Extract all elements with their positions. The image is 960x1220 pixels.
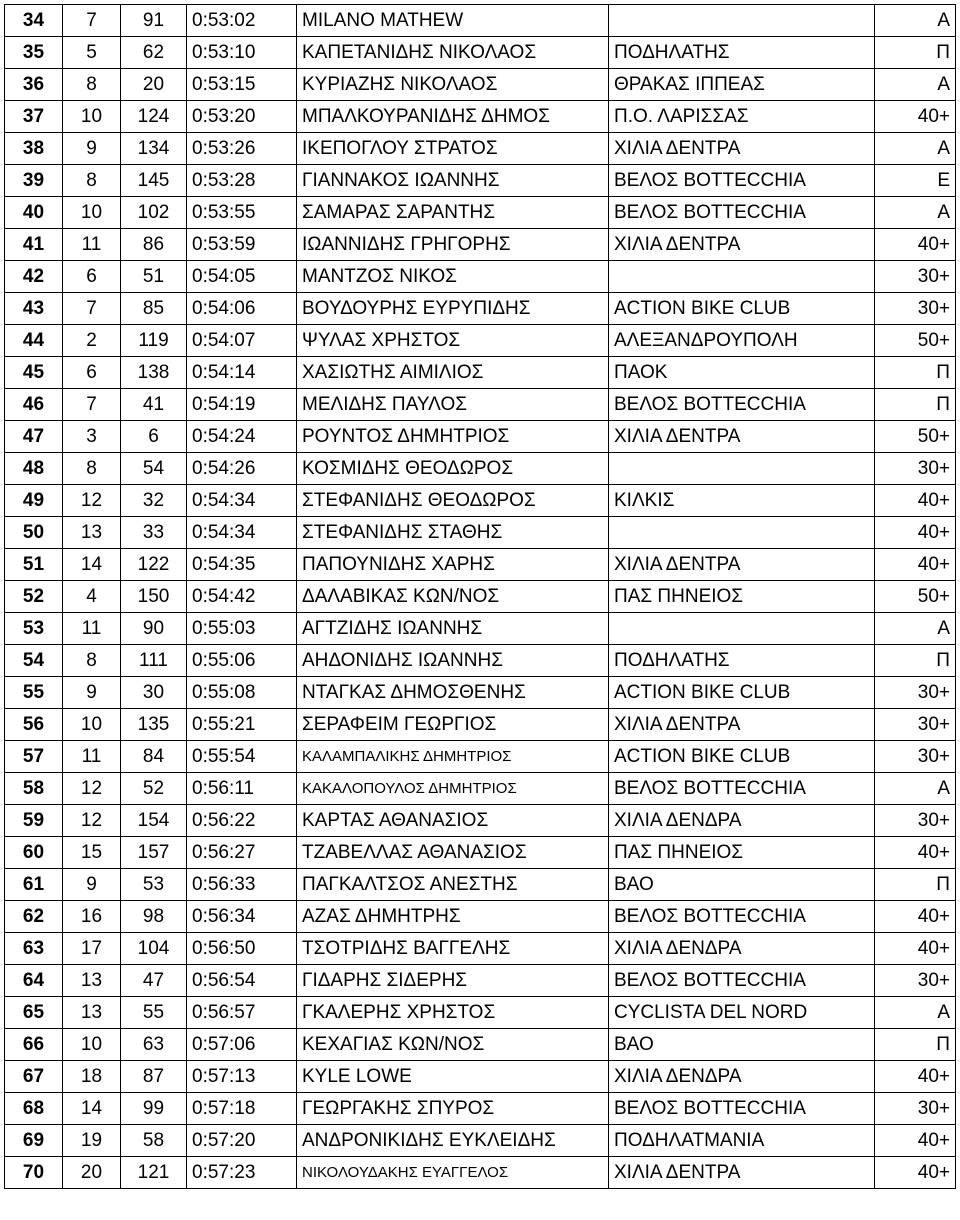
table-row xyxy=(5,101,956,133)
table-row xyxy=(5,197,956,229)
bib-number-cell: 30 xyxy=(121,677,187,709)
category-position-cell: 7 xyxy=(63,389,121,421)
category-position-cell: 8 xyxy=(63,453,121,485)
club-cell: ΧΙΛΙΑ ΔΕΝΤΡΑ xyxy=(609,1157,875,1189)
category-cell: A xyxy=(875,997,956,1029)
finish-time-cell: 0:55:08 xyxy=(187,677,297,709)
finish-time-cell: 0:53:10 xyxy=(187,37,297,69)
rank-cell: 53 xyxy=(5,613,63,645)
bib-number-cell: 102 xyxy=(121,197,187,229)
category-position-cell: 7 xyxy=(63,5,121,37)
table-row xyxy=(5,453,956,485)
table-row xyxy=(5,581,956,613)
category-cell: Π xyxy=(875,357,956,389)
category-position-cell: 19 xyxy=(63,1125,121,1157)
category-position-cell: 6 xyxy=(63,261,121,293)
rider-name-cell: ΡΟΥΝΤΟΣ ΔΗΜΗΤΡΙΟΣ xyxy=(297,421,609,453)
finish-time-cell: 0:57:23 xyxy=(187,1157,297,1189)
category-position-cell: 16 xyxy=(63,901,121,933)
rider-name-cell: MILANO MATHEW xyxy=(297,5,609,37)
club-cell: ΠΟΔΗΛΑΤΜΑΝΙΑ xyxy=(609,1125,875,1157)
category-cell: A xyxy=(875,197,956,229)
rider-name-cell: ΔΑΛΑΒΙΚΑΣ ΚΩΝ/ΝΟΣ xyxy=(297,581,609,613)
bib-number-cell: 6 xyxy=(121,421,187,453)
finish-time-cell: 0:54:07 xyxy=(187,325,297,357)
bib-number-cell: 121 xyxy=(121,1157,187,1189)
finish-time-cell: 0:54:14 xyxy=(187,357,297,389)
finish-time-cell: 0:54:06 xyxy=(187,293,297,325)
category-cell: 40+ xyxy=(875,901,956,933)
finish-time-cell: 0:56:50 xyxy=(187,933,297,965)
rider-name-cell: ΙΚΕΠΟΓΛΟΥ ΣΤΡΑΤΟΣ xyxy=(297,133,609,165)
category-cell: 40+ xyxy=(875,549,956,581)
bib-number-cell: 53 xyxy=(121,869,187,901)
rank-cell: 36 xyxy=(5,69,63,101)
club-cell: ΒΕΛΟΣ BOTTECCHIA xyxy=(609,389,875,421)
bib-number-cell: 122 xyxy=(121,549,187,581)
table-row xyxy=(5,1029,956,1061)
rider-name-cell: ΝΤΑΓΚΑΣ ΔΗΜΟΣΘΕΝΗΣ xyxy=(297,677,609,709)
finish-time-cell: 0:53:28 xyxy=(187,165,297,197)
table-row xyxy=(5,773,956,805)
rider-name-cell: ΚΑΛΑΜΠΑΛΙΚΗΣ ΔΗΜΗΤΡΙΟΣ xyxy=(297,741,609,773)
finish-time-cell: 0:55:03 xyxy=(187,613,297,645)
rider-name-cell: ΤΖΑΒΕΛΛΑΣ ΑΘΑΝΑΣΙΟΣ xyxy=(297,837,609,869)
bib-number-cell: 58 xyxy=(121,1125,187,1157)
rank-cell: 39 xyxy=(5,165,63,197)
category-position-cell: 14 xyxy=(63,1093,121,1125)
bib-number-cell: 135 xyxy=(121,709,187,741)
club-cell: ΠΟΔΗΛΑΤΗΣ xyxy=(609,37,875,69)
rank-cell: 35 xyxy=(5,37,63,69)
club-cell: ΠΑΟΚ xyxy=(609,357,875,389)
category-position-cell: 8 xyxy=(63,69,121,101)
rider-name-cell: ΚΑΚΑΛΟΠΟΥΛΟΣ ΔΗΜΗΤΡΙΟΣ xyxy=(297,773,609,805)
rider-name-cell: ΨΥΛΑΣ ΧΡΗΣΤΟΣ xyxy=(297,325,609,357)
club-cell: ACTION BIKE CLUB xyxy=(609,741,875,773)
table-row xyxy=(5,325,956,357)
category-cell: 30+ xyxy=(875,709,956,741)
bib-number-cell: 124 xyxy=(121,101,187,133)
rank-cell: 50 xyxy=(5,517,63,549)
rank-cell: 66 xyxy=(5,1029,63,1061)
category-position-cell: 14 xyxy=(63,549,121,581)
rank-cell: 51 xyxy=(5,549,63,581)
category-cell: Π xyxy=(875,389,956,421)
finish-time-cell: 0:53:20 xyxy=(187,101,297,133)
club-cell xyxy=(609,261,875,293)
category-cell: 40+ xyxy=(875,933,956,965)
bib-number-cell: 157 xyxy=(121,837,187,869)
category-cell: 40+ xyxy=(875,1125,956,1157)
rank-cell: 47 xyxy=(5,421,63,453)
category-position-cell: 17 xyxy=(63,933,121,965)
category-cell: 40+ xyxy=(875,485,956,517)
category-cell: 30+ xyxy=(875,261,956,293)
bib-number-cell: 54 xyxy=(121,453,187,485)
table-row xyxy=(5,869,956,901)
finish-time-cell: 0:57:20 xyxy=(187,1125,297,1157)
category-position-cell: 9 xyxy=(63,133,121,165)
bib-number-cell: 47 xyxy=(121,965,187,997)
rider-name-cell: ΑΖΑΣ ΔΗΜΗΤΡΗΣ xyxy=(297,901,609,933)
rider-name-cell: ΒΟΥΔΟΥΡΗΣ ΕΥΡΥΠΙΔΗΣ xyxy=(297,293,609,325)
table-row xyxy=(5,677,956,709)
category-cell: 50+ xyxy=(875,581,956,613)
bib-number-cell: 154 xyxy=(121,805,187,837)
club-cell xyxy=(609,5,875,37)
club-cell: ΧΙΛΙΑ ΔΕΝΤΡΑ xyxy=(609,549,875,581)
bib-number-cell: 138 xyxy=(121,357,187,389)
finish-time-cell: 0:54:24 xyxy=(187,421,297,453)
table-row xyxy=(5,645,956,677)
category-cell: 40+ xyxy=(875,837,956,869)
category-cell: 30+ xyxy=(875,741,956,773)
club-cell: ΧΙΛΙΑ ΔΕΝΔΡΑ xyxy=(609,933,875,965)
category-position-cell: 5 xyxy=(63,37,121,69)
category-cell: A xyxy=(875,613,956,645)
table-row xyxy=(5,901,956,933)
rider-name-cell: ΜΑΝΤΖΟΣ ΝΙΚΟΣ xyxy=(297,261,609,293)
finish-time-cell: 0:56:34 xyxy=(187,901,297,933)
rider-name-cell: ΣΑΜΑΡΑΣ ΣΑΡΑΝΤΗΣ xyxy=(297,197,609,229)
table-row xyxy=(5,709,956,741)
finish-time-cell: 0:56:27 xyxy=(187,837,297,869)
rank-cell: 69 xyxy=(5,1125,63,1157)
club-cell: ΧΙΛΙΑ ΔΕΝΔΡΑ xyxy=(609,1061,875,1093)
category-position-cell: 10 xyxy=(63,1029,121,1061)
category-cell: 50+ xyxy=(875,421,956,453)
rank-cell: 58 xyxy=(5,773,63,805)
finish-time-cell: 0:53:55 xyxy=(187,197,297,229)
club-cell: ACTION BIKE CLUB xyxy=(609,293,875,325)
table-row xyxy=(5,485,956,517)
category-position-cell: 9 xyxy=(63,677,121,709)
bib-number-cell: 63 xyxy=(121,1029,187,1061)
category-position-cell: 10 xyxy=(63,101,121,133)
bib-number-cell: 52 xyxy=(121,773,187,805)
rank-cell: 57 xyxy=(5,741,63,773)
category-position-cell: 13 xyxy=(63,965,121,997)
table-row xyxy=(5,261,956,293)
rank-cell: 62 xyxy=(5,901,63,933)
rank-cell: 40 xyxy=(5,197,63,229)
club-cell: ΒΕΛΟΣ BOTTECCHIA xyxy=(609,165,875,197)
category-cell: A xyxy=(875,133,956,165)
category-cell: 50+ xyxy=(875,325,956,357)
bib-number-cell: 32 xyxy=(121,485,187,517)
category-position-cell: 11 xyxy=(63,229,121,261)
table-row xyxy=(5,69,956,101)
category-position-cell: 4 xyxy=(63,581,121,613)
rider-name-cell: ΚΑΡΤΑΣ ΑΘΑΝΑΣΙΟΣ xyxy=(297,805,609,837)
table-row xyxy=(5,805,956,837)
finish-time-cell: 0:53:26 xyxy=(187,133,297,165)
category-cell: 30+ xyxy=(875,805,956,837)
rider-name-cell: KYLE LOWE xyxy=(297,1061,609,1093)
table-row xyxy=(5,965,956,997)
category-position-cell: 13 xyxy=(63,997,121,1029)
category-position-cell: 10 xyxy=(63,709,121,741)
table-row xyxy=(5,1093,956,1125)
rider-name-cell: ΚΥΡΙΑΖΗΣ ΝΙΚΟΛΑΟΣ xyxy=(297,69,609,101)
club-cell: ΧΙΛΙΑ ΔΕΝΤΡΑ xyxy=(609,709,875,741)
finish-time-cell: 0:56:11 xyxy=(187,773,297,805)
rider-name-cell: ΣΕΡΑΦΕΙΜ ΓΕΩΡΓΙΟΣ xyxy=(297,709,609,741)
category-cell: Π xyxy=(875,869,956,901)
bib-number-cell: 62 xyxy=(121,37,187,69)
club-cell: ACTION BIKE CLUB xyxy=(609,677,875,709)
category-cell: Π xyxy=(875,1029,956,1061)
category-position-cell: 12 xyxy=(63,773,121,805)
finish-time-cell: 0:54:05 xyxy=(187,261,297,293)
table-row xyxy=(5,293,956,325)
bib-number-cell: 55 xyxy=(121,997,187,1029)
category-position-cell: 3 xyxy=(63,421,121,453)
rank-cell: 70 xyxy=(5,1157,63,1189)
bib-number-cell: 91 xyxy=(121,5,187,37)
club-cell: CYCLISTA DEL NORD xyxy=(609,997,875,1029)
rider-name-cell: ΣΤΕΦΑΝΙΔΗΣ ΣΤΑΘΗΣ xyxy=(297,517,609,549)
category-cell: 40+ xyxy=(875,1061,956,1093)
bib-number-cell: 111 xyxy=(121,645,187,677)
category-position-cell: 12 xyxy=(63,805,121,837)
category-position-cell: 11 xyxy=(63,741,121,773)
club-cell: ΠΟΔΗΛΑΤΗΣ xyxy=(609,645,875,677)
club-cell: ΒΕΛΟΣ BOTTECCHIA xyxy=(609,901,875,933)
finish-time-cell: 0:56:57 xyxy=(187,997,297,1029)
bib-number-cell: 87 xyxy=(121,1061,187,1093)
rider-name-cell: ΓΕΩΡΓΑΚΗΣ ΣΠΥΡΟΣ xyxy=(297,1093,609,1125)
bib-number-cell: 20 xyxy=(121,69,187,101)
finish-time-cell: 0:55:21 xyxy=(187,709,297,741)
table-row xyxy=(5,421,956,453)
category-cell: 40+ xyxy=(875,229,956,261)
rank-cell: 65 xyxy=(5,997,63,1029)
bib-number-cell: 85 xyxy=(121,293,187,325)
rider-name-cell: ΠΑΓΚΑΛΤΣΟΣ ΑΝΕΣΤΗΣ xyxy=(297,869,609,901)
finish-time-cell: 0:54:34 xyxy=(187,485,297,517)
rider-name-cell: ΓΚΑΛΕΡΗΣ ΧΡΗΣΤΟΣ xyxy=(297,997,609,1029)
results-body xyxy=(5,5,956,1189)
rank-cell: 68 xyxy=(5,1093,63,1125)
category-position-cell: 6 xyxy=(63,357,121,389)
category-cell: A xyxy=(875,5,956,37)
rider-name-cell: ΤΣΟΤΡΙΔΗΣ ΒΑΓΓΕΛΗΣ xyxy=(297,933,609,965)
rank-cell: 45 xyxy=(5,357,63,389)
finish-time-cell: 0:54:26 xyxy=(187,453,297,485)
rider-name-cell: ΓΙΑΝΝΑΚΟΣ ΙΩΑΝΝΗΣ xyxy=(297,165,609,197)
rider-name-cell: ΠΑΠΟΥΝΙΔΗΣ ΧΑΡΗΣ xyxy=(297,549,609,581)
rider-name-cell: ΣΤΕΦΑΝΙΔΗΣ ΘΕΟΔΩΡΟΣ xyxy=(297,485,609,517)
table-row xyxy=(5,357,956,389)
rank-cell: 44 xyxy=(5,325,63,357)
club-cell: Π.Ο. ΛΑΡΙΣΣΑΣ xyxy=(609,101,875,133)
rank-cell: 67 xyxy=(5,1061,63,1093)
club-cell: ΠΑΣ ΠΗΝΕΙΟΣ xyxy=(609,837,875,869)
bib-number-cell: 150 xyxy=(121,581,187,613)
rank-cell: 42 xyxy=(5,261,63,293)
bib-number-cell: 145 xyxy=(121,165,187,197)
table-row xyxy=(5,37,956,69)
results-table xyxy=(4,4,956,1189)
bib-number-cell: 41 xyxy=(121,389,187,421)
bib-number-cell: 86 xyxy=(121,229,187,261)
club-cell: ΚΙΛΚΙΣ xyxy=(609,485,875,517)
category-cell: A xyxy=(875,773,956,805)
rider-name-cell: ΙΩΑΝΝΙΔΗΣ ΓΡΗΓΟΡΗΣ xyxy=(297,229,609,261)
rank-cell: 56 xyxy=(5,709,63,741)
rider-name-cell: ΑΓΤΖΙΔΗΣ ΙΩΑΝΝΗΣ xyxy=(297,613,609,645)
bib-number-cell: 51 xyxy=(121,261,187,293)
table-row xyxy=(5,1157,956,1189)
table-row xyxy=(5,997,956,1029)
club-cell: ΒΕΛΟΣ BOTTECCHIA xyxy=(609,197,875,229)
club-cell: ΒΑΟ xyxy=(609,1029,875,1061)
rider-name-cell: ΜΕΛΙΔΗΣ ΠΑΥΛΟΣ xyxy=(297,389,609,421)
table-row xyxy=(5,1125,956,1157)
rank-cell: 43 xyxy=(5,293,63,325)
bib-number-cell: 84 xyxy=(121,741,187,773)
club-cell: ΒΕΛΟΣ BOTTECCHIA xyxy=(609,1093,875,1125)
rank-cell: 61 xyxy=(5,869,63,901)
table-row xyxy=(5,933,956,965)
category-cell: Π xyxy=(875,37,956,69)
club-cell xyxy=(609,613,875,645)
category-position-cell: 7 xyxy=(63,293,121,325)
rank-cell: 37 xyxy=(5,101,63,133)
category-cell: 30+ xyxy=(875,293,956,325)
category-cell: 30+ xyxy=(875,1093,956,1125)
rider-name-cell: ΧΑΣΙΩΤΗΣ ΑΙΜΙΛΙΟΣ xyxy=(297,357,609,389)
club-cell: ΧΙΛΙΑ ΔΕΝΤΡΑ xyxy=(609,133,875,165)
rider-name-cell: ΚΟΣΜΙΔΗΣ ΘΕΟΔΩΡΟΣ xyxy=(297,453,609,485)
rank-cell: 55 xyxy=(5,677,63,709)
bib-number-cell: 99 xyxy=(121,1093,187,1125)
table-row xyxy=(5,229,956,261)
category-cell: 40+ xyxy=(875,1157,956,1189)
rank-cell: 64 xyxy=(5,965,63,997)
category-cell: 30+ xyxy=(875,453,956,485)
category-position-cell: 8 xyxy=(63,165,121,197)
rank-cell: 63 xyxy=(5,933,63,965)
rider-name-cell: ΚΕΧΑΓΙΑΣ ΚΩΝ/ΝΟΣ xyxy=(297,1029,609,1061)
club-cell: ΒΕΛΟΣ BOTTECCHIA xyxy=(609,773,875,805)
category-position-cell: 18 xyxy=(63,1061,121,1093)
rider-name-cell: ΓΙΔΑΡΗΣ ΣΙΔΕΡΗΣ xyxy=(297,965,609,997)
table-row xyxy=(5,165,956,197)
club-cell: ΑΛΕΞΑΝΔΡΟΥΠΟΛΗ xyxy=(609,325,875,357)
finish-time-cell: 0:55:06 xyxy=(187,645,297,677)
category-cell: 40+ xyxy=(875,101,956,133)
finish-time-cell: 0:57:18 xyxy=(187,1093,297,1125)
table-row xyxy=(5,549,956,581)
table-row xyxy=(5,517,956,549)
table-row xyxy=(5,741,956,773)
club-cell: ΒΑΟ xyxy=(609,869,875,901)
category-position-cell: 11 xyxy=(63,613,121,645)
rank-cell: 60 xyxy=(5,837,63,869)
club-cell xyxy=(609,453,875,485)
bib-number-cell: 33 xyxy=(121,517,187,549)
table-row xyxy=(5,133,956,165)
bib-number-cell: 134 xyxy=(121,133,187,165)
finish-time-cell: 0:53:02 xyxy=(187,5,297,37)
finish-time-cell: 0:54:35 xyxy=(187,549,297,581)
bib-number-cell: 98 xyxy=(121,901,187,933)
table-row xyxy=(5,837,956,869)
table-row xyxy=(5,5,956,37)
finish-time-cell: 0:53:59 xyxy=(187,229,297,261)
finish-time-cell: 0:54:42 xyxy=(187,581,297,613)
category-cell: 30+ xyxy=(875,965,956,997)
category-position-cell: 9 xyxy=(63,869,121,901)
club-cell: ΠΑΣ ΠΗΝΕΙΟΣ xyxy=(609,581,875,613)
rider-name-cell: ΚΑΠΕΤΑΝΙΔΗΣ ΝΙΚΟΛΑΟΣ xyxy=(297,37,609,69)
finish-time-cell: 0:53:15 xyxy=(187,69,297,101)
category-cell: 30+ xyxy=(875,677,956,709)
finish-time-cell: 0:56:54 xyxy=(187,965,297,997)
rank-cell: 48 xyxy=(5,453,63,485)
category-position-cell: 2 xyxy=(63,325,121,357)
rank-cell: 59 xyxy=(5,805,63,837)
rank-cell: 38 xyxy=(5,133,63,165)
finish-time-cell: 0:56:22 xyxy=(187,805,297,837)
category-position-cell: 15 xyxy=(63,837,121,869)
finish-time-cell: 0:57:13 xyxy=(187,1061,297,1093)
rank-cell: 52 xyxy=(5,581,63,613)
club-cell: ΧΙΛΙΑ ΔΕΝΤΡΑ xyxy=(609,421,875,453)
finish-time-cell: 0:57:06 xyxy=(187,1029,297,1061)
category-position-cell: 12 xyxy=(63,485,121,517)
bib-number-cell: 90 xyxy=(121,613,187,645)
category-cell: Π xyxy=(875,645,956,677)
category-cell: E xyxy=(875,165,956,197)
rank-cell: 46 xyxy=(5,389,63,421)
finish-time-cell: 0:55:54 xyxy=(187,741,297,773)
club-cell: ΘΡΑΚΑΣ ΙΠΠΕΑΣ xyxy=(609,69,875,101)
finish-time-cell: 0:54:34 xyxy=(187,517,297,549)
category-cell: 40+ xyxy=(875,517,956,549)
rider-name-cell: ΑΗΔΟΝΙΔΗΣ ΙΩΑΝΝΗΣ xyxy=(297,645,609,677)
table-row xyxy=(5,613,956,645)
rider-name-cell: ΝΙΚΟΛΟΥΔΑΚΗΣ ΕΥΑΓΓΕΛΟΣ xyxy=(297,1157,609,1189)
rank-cell: 54 xyxy=(5,645,63,677)
category-position-cell: 10 xyxy=(63,197,121,229)
club-cell: ΒΕΛΟΣ BOTTECCHIA xyxy=(609,965,875,997)
rank-cell: 41 xyxy=(5,229,63,261)
club-cell: ΧΙΛΙΑ ΔΕΝΤΡΑ xyxy=(609,229,875,261)
rank-cell: 34 xyxy=(5,5,63,37)
category-cell: A xyxy=(875,69,956,101)
finish-time-cell: 0:56:33 xyxy=(187,869,297,901)
table-row xyxy=(5,389,956,421)
club-cell: ΧΙΛΙΑ ΔΕΝΔΡΑ xyxy=(609,805,875,837)
finish-time-cell: 0:54:19 xyxy=(187,389,297,421)
category-position-cell: 13 xyxy=(63,517,121,549)
rank-cell: 49 xyxy=(5,485,63,517)
club-cell xyxy=(609,517,875,549)
category-position-cell: 20 xyxy=(63,1157,121,1189)
bib-number-cell: 104 xyxy=(121,933,187,965)
table-row xyxy=(5,1061,956,1093)
rider-name-cell: ΜΠΑΛΚΟΥΡΑΝΙΔΗΣ ΔΗΜΟΣ xyxy=(297,101,609,133)
category-position-cell: 8 xyxy=(63,645,121,677)
bib-number-cell: 119 xyxy=(121,325,187,357)
rider-name-cell: ΑΝΔΡΟΝΙΚΙΔΗΣ ΕΥΚΛΕΙΔΗΣ xyxy=(297,1125,609,1157)
